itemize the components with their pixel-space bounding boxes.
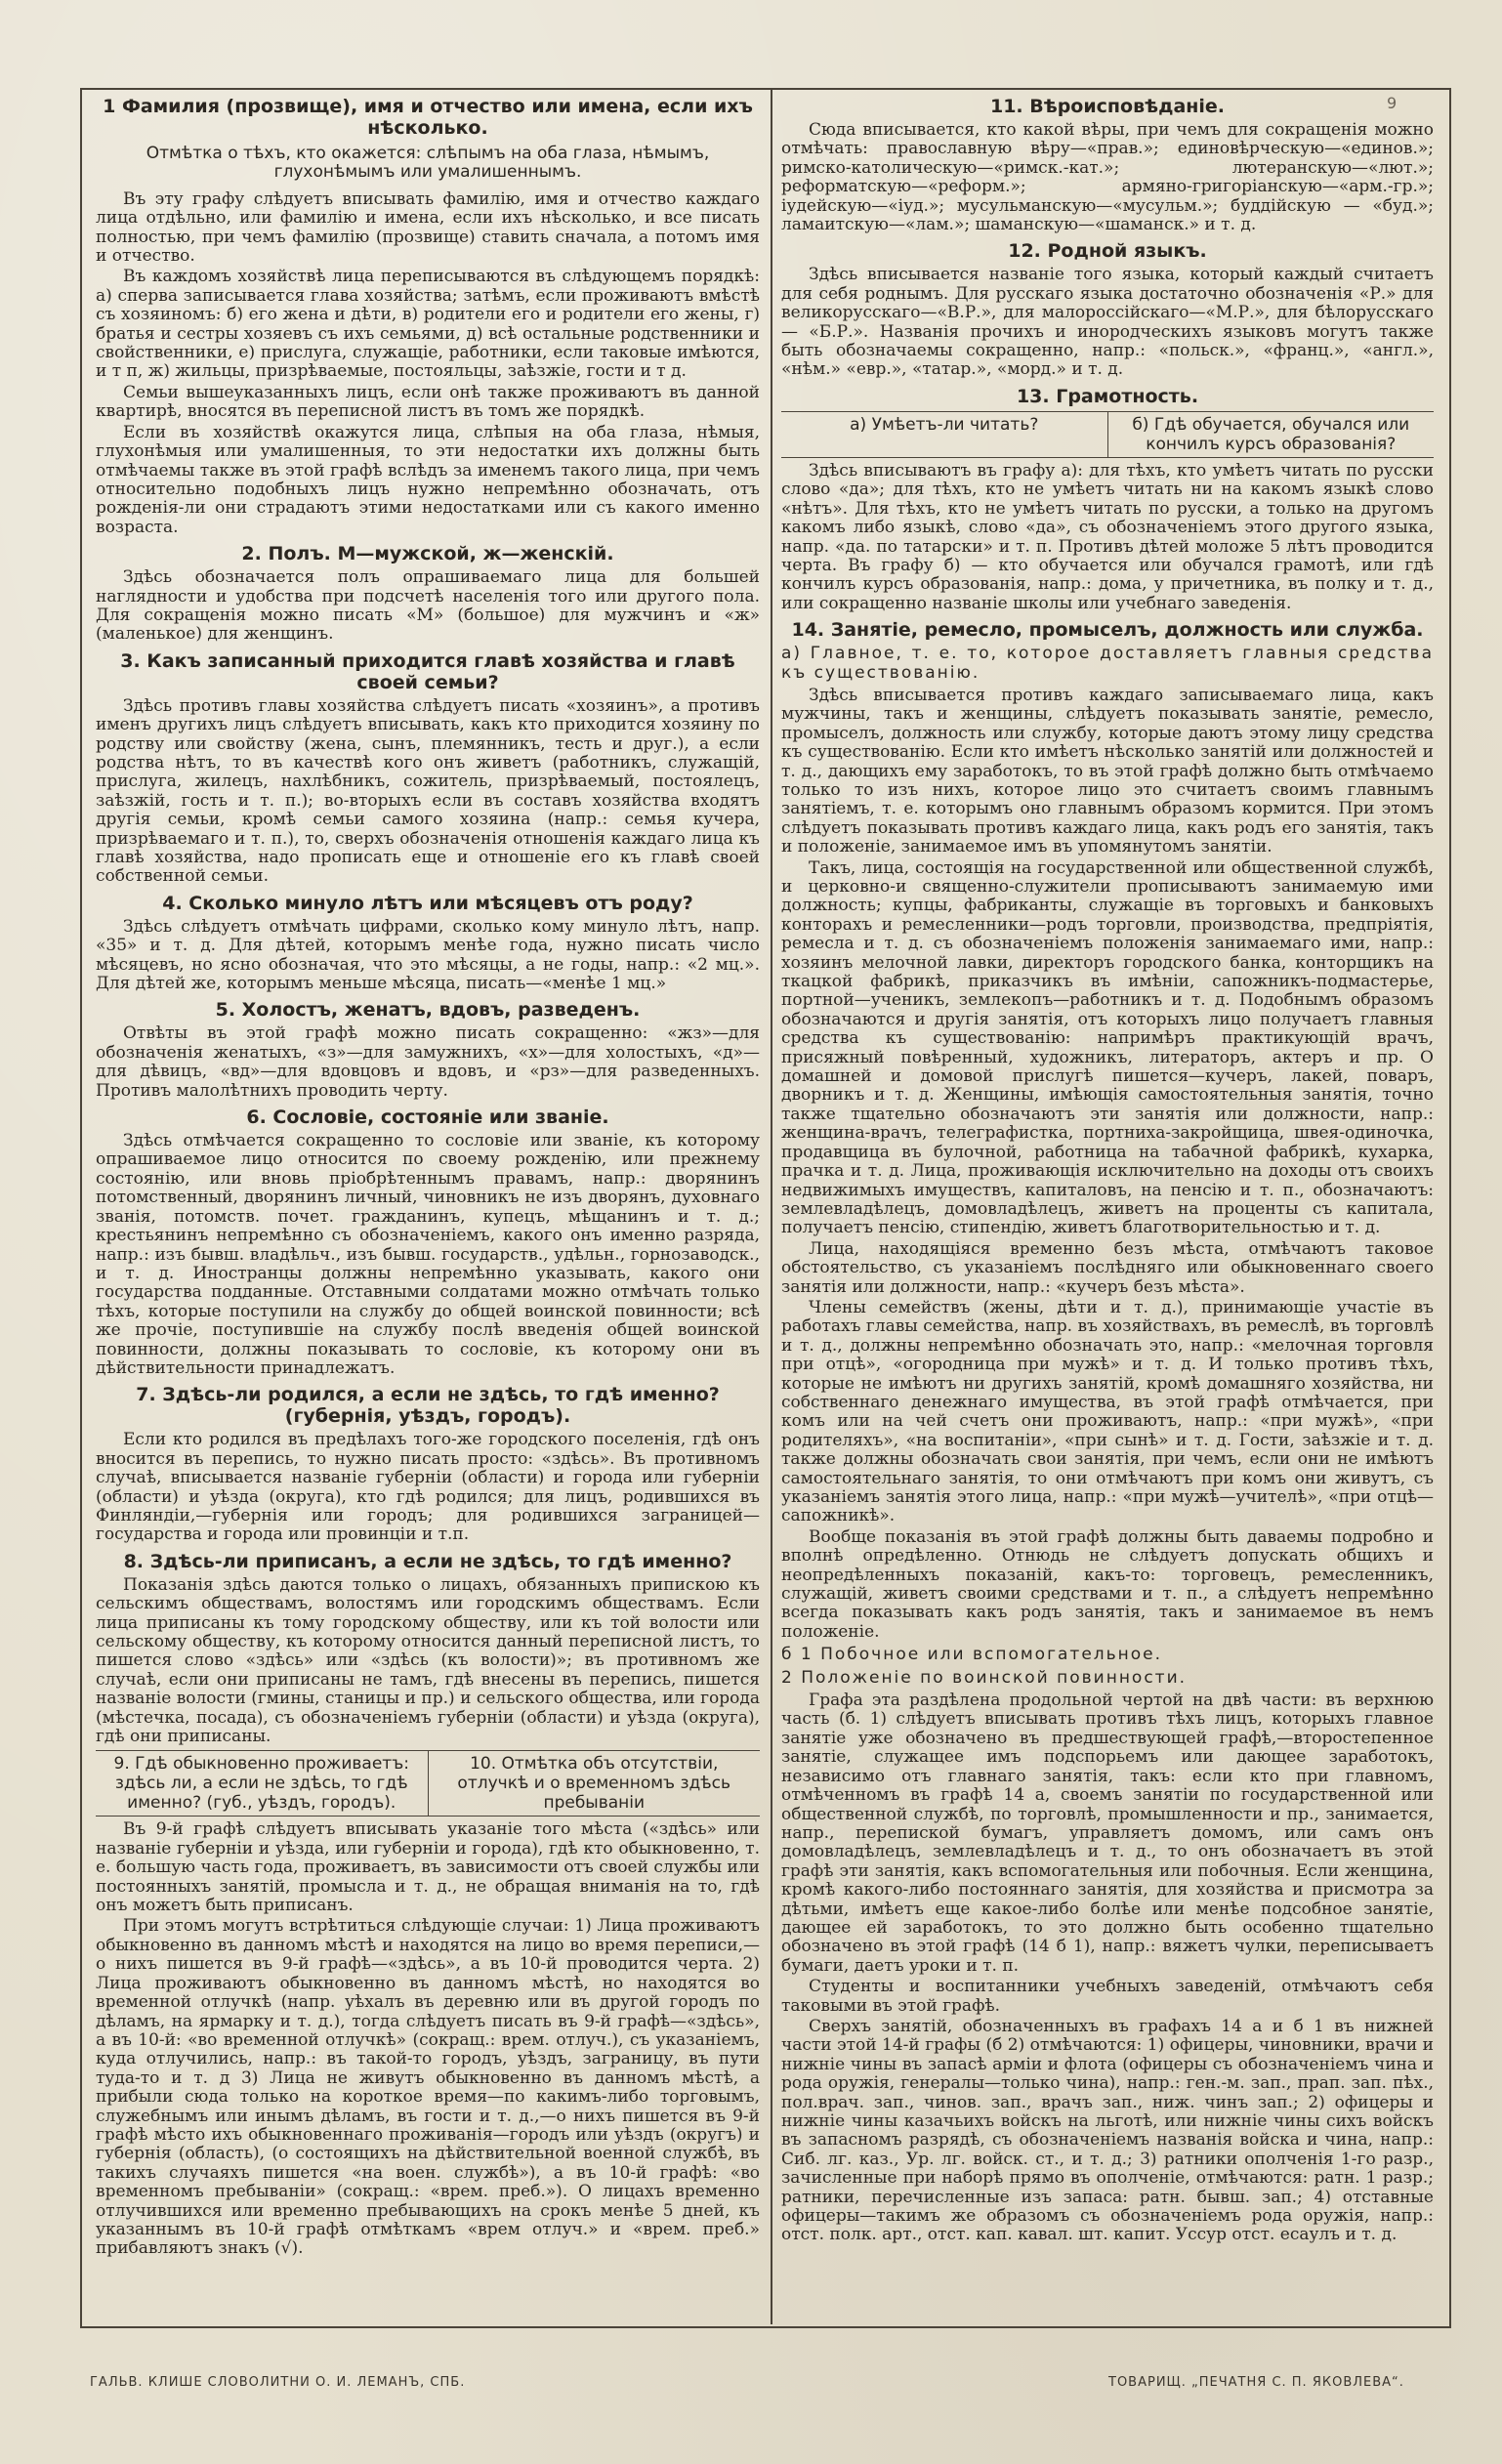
- paragraph: Вообще показанія въ этой графѣ должны быть даваемы подробно и вполнѣ опредѣленно. Отнюдь не слѣдуетъ допускать общихъ и неопредѣленныхъ показаній, какъ-то: торговецъ, ремесленникъ, служащій, живетъ своими средствами и т. п., а слѣдуетъ непремѣнно всегда показывать какъ родъ занятія, такъ и занимаемое въ немъ положеніе.: [781, 1526, 1434, 1642]
- paragraph: Графа эта раздѣлена продольной чертой на двѣ части: въ верхнюю часть (б. 1) слѣдуетъ вписывать противъ тѣхъ лицъ, которыхъ главное занятіе уже обозначено въ предшествующей графѣ,—второстепенное занятіе, служащее имъ подспорьемъ или дающее заработокъ, независимо отъ главнаго занятія, такъ: если кто при главномъ, отмѣченномъ въ графѣ 14 а, своемъ занятіи по государственной или общественной службѣ, по торговлѣ, промышленности и пр., занимается, напр., перепиской бумагъ, управляетъ домомъ, или самъ онъ домовладѣлецъ, землевладѣлецъ и т. д., то онъ обозначаетъ въ этой графѣ эти занятія, какъ вспомогательныя или побочныя. Если женщина, кромѣ какого-либо постояннаго занятія, для хозяйства и присмотра за дѣтьми, имѣетъ еще какое-либо болѣе или менѣе подсобное занятіе, дающее ей заработокъ, то это должно быть особенно тщательно обозначено въ этой графѣ (14 б 1), напр.: вяжетъ чулки, переписываетъ бумаги, даетъ уроки и т. п.: [781, 1691, 1434, 1976]
- section-3-title: 3. Какъ записанный приходится главѣ хозяйства и главѣ своей семьи?: [120, 649, 735, 693]
- paragraph: При этомъ могутъ встрѣтиться слѣдующіе случаи: 1) Лица проживаютъ обыкновенно въ данномъ мѣстѣ и находятся на лицо во время переписи,—о нихъ пишется въ 9-й графѣ—«здѣсь», а въ 10-й проводится черта. 2) Лица проживаютъ обыкновенно въ данномъ мѣстѣ, но находятся во временной отлучкѣ (напр. уѣхалъ въ деревню или въ другой городъ по дѣламъ, на ярмарку и т. д.), тогда слѣдуетъ писать въ 9-й графѣ—«здѣсь», а въ 10-й: «во временной отлучкѣ» (сокращ.: врем. отлуч.), съ указаніемъ, куда отлучились, напр.: въ такой-то городъ, уѣздъ, заграницу, въ пути туда-то и т. д 3) Лица не живутъ обыкновенно въ данномъ мѣстѣ, а прибыли сюда только на короткое время—по какимъ-либо торговымъ, служебнымъ или инымъ дѣламъ, въ гости и т. д.,—о нихъ пишется въ 9-й графѣ мѣсто ихъ обыкновеннаго проживанія—городъ или уѣздъ (округъ) и губернія (область), (о состоящихъ на дѣйствительной военной службѣ, въ такихъ случаяхъ пишется «на воен. службѣ»), а въ 10-й графѣ: «во временномъ пребываніи» (сокращ.: «врем. преб.»). О лицахъ временно отлучившихся или временно пребывающихъ на срокъ менѣе 5 дней, къ указаннымъ въ 10-й графѣ отмѣткамъ «врем отлуч.» и «врем. преб.» прибавляютъ знакъ (√).: [96, 1916, 760, 2259]
- section-13-header: [781, 411, 1434, 458]
- left-column: [96, 90, 760, 2322]
- paragraph: Въ эту графу слѣдуетъ вписывать фамилію, имя и отчество каждаго лица отдѣльно, или фамилію и имена, если ихъ нѣсколько, и все писать полностью, при чемъ фамилію (прозвище) ставить сначала, а потомъ имя и отчество.: [96, 188, 760, 267]
- section-14b2-subtitle: 2 Положеніе по воинской повинности.: [781, 1667, 1188, 1688]
- section-1-title: 1 Фамилия (прозвище), имя и отчество или имена, если ихъ нѣсколько.: [103, 96, 753, 139]
- section-14b1-subtitle: б 1 Побочное или вспомогательное.: [781, 1645, 1163, 1665]
- paragraph: Члены семействъ (жены, дѣти и т. д.), принимающіе участіе въ работахъ главы семейства, напр. въ хозяйствахъ, въ ремеслѣ, въ торговлѣ и т. д., должны непремѣнно обозначать это, напр.: «мелочная торговля при отцѣ», «огородница при мужѣ» и т. д. И только противъ тѣхъ, которые не имѣютъ ни другихъ занятій, кромѣ домашняго хозяйства, ни собственнаго денежнаго имущества, въ этой графѣ отмѣчается, при комъ или на чей счетъ они проживаютъ, напр.: «при мужѣ», «при родителяхъ», «на воспитаніи», «при сынѣ» и т. д. Гости, заѣзжіе и т. д. также должны обозначать свои занятія, при чемъ, если они не имѣютъ самостоятельнаго занятія, то они отмѣчаютъ при комъ они живутъ, съ указаніемъ занятія этого лица, напр.: «при мужѣ—учителѣ», «при отцѣ—сапожникѣ».: [781, 1297, 1434, 1526]
- paragraph: Здѣсь вписывается противъ каждаго записываемаго лица, какъ мужчины, такъ и женщины, слѣдуетъ показывать занятіе, ремесло, промыселъ, должность или службу, которые даютъ этому лицу средства къ существованію. Если кто имѣетъ нѣсколько занятій или должностей и т. д., дающихъ ему заработокъ, то въ этой графѣ должно быть отмѣчаемо только то изъ нихъ, которое лицо это считаетъ своимъ главнымъ занятіемъ, т. е. которымъ оно главнымъ образомъ кормится. При этомъ слѣдуетъ показывать противъ каждаго лица, какъ родъ его занятія, такъ и положеніе, занимаемое имъ въ упомянутомъ занятіи.: [781, 685, 1434, 857]
- column-divider: [771, 90, 772, 2324]
- page-number: 9: [1387, 94, 1398, 112]
- paragraph: Здѣсь вписываютъ въ графу а): для тѣхъ, кто умѣетъ читать по русски слово «да»; для тѣхъ, кто не умѣетъ читать ни на какомъ языкѣ слово «нѣтъ». Для тѣхъ, кто не умѣетъ читать по русски, а только на другомъ какомъ либо языкѣ, слово «да», съ обозначеніемъ этого другого языка, напр. «да. по татарски» и т. п. Противъ дѣтей моложе 5 лѣтъ проводится черта. Въ графу б) — кто обучается или обучался грамотѣ, или гдѣ кончилъ курсъ образованія, напр.: дома, у причетника, въ полку и т. д., или сокращенно названіе школы или учебнаго заведенія.: [781, 460, 1434, 613]
- section-14a-subtitle: а) Главное, т. е. то, которое доставляетъ главныя средства къ существованію.: [781, 644, 1434, 683]
- paragraph: Студенты и воспитанники учебныхъ заведеній, отмѣчаютъ себя таковыми въ этой графѣ.: [781, 1977, 1434, 2016]
- section-4-title: 4. Сколько минуло лѣтъ или мѣсяцевъ отъ роду?: [162, 892, 693, 914]
- section-10-title: 10. Отмѣтка объ отсутствіи, отлучкѣ и о временномъ здѣсь пребываніи: [428, 1751, 761, 1816]
- paragraph: Отвѣты въ этой графѣ можно писать сокращенно: «жз»—для обозначенія женатыхъ, «з»—для замужнихъ, «х»—для холостыхъ, «д»—для дѣвицъ, «вд»—для вдовцовъ и вдовъ, и «рз»—для разведенныхъ. Противъ малолѣтнихъ проводить черту.: [96, 1023, 760, 1101]
- paragraph: Здѣсь обозначается полъ опрашиваемаго лица для большей наглядности и удобства при подсчетѣ населенія того или другого пола. Для сокращенія можно писать «М» (большое) для мужчинъ и «ж» (маленькое) для женщинъ.: [96, 567, 760, 645]
- section-8-title: 8. Здѣсь-ли приписанъ, а если не здѣсь, то гдѣ именно?: [123, 1550, 732, 1572]
- section-14-title: 14. Занятіе, ремесло, промыселъ, должность или служба.: [791, 619, 1424, 642]
- paragraph: Такъ, лица, состоящія на государственной или общественной службѣ, и церковно-и священно-служители прописываютъ занимаемую ими должность; купцы, фабриканты, служащіе въ торговыхъ и банковыхъ конторахъ и ремесленники—родъ торговли, производства, предпріятія, ремесла и т. д. съ обозначеніемъ положенія занимаемаго ими, напр.: хозяинъ мелочной лавки, директоръ городского банка, конторщикъ на ткацкой фабрикѣ, приказчикъ въ имѣніи, сапожникъ-подмастерье, портной—ученикъ, землекопъ—работникъ и т. д. Подобнымъ образомъ обозначаются и другія занятія, отъ которыхъ лицо получаетъ главныя средства къ существованію: напримѣръ практикующій врачъ, присяжный повѣренный, художникъ, литераторъ, актеръ и пр. О домашней и домовой прислугѣ пишется—кучеръ, лакей, поваръ, дворникъ и т. д. Женщины, имѣющія самостоятельныя занятія, точно также тщательно обозначаютъ эти занятія или должности, напр.: женщина-врачъ, телеграфистка, портниха-закройщица, швея-одиночка, продавщица въ булочной, работница на табачной фабрикѣ, кухарка, прачка и т. д. Лица, проживающія исключительно на доходы отъ своихъ недвижимыхъ имуществъ, капиталовъ, на пенсію и т. п., обозначаютъ: землевладѣлецъ, домовладѣлецъ, живетъ на проценты съ капитала, получаетъ пенсію, стипендію, живетъ благотворительностью и т. д.: [781, 857, 1434, 1238]
- footer-right: ТОВАРИЩ. „ПЕЧАТНЯ С. П. ЯКОВЛЕВА“.: [1108, 2375, 1404, 2390]
- paragraph: Здѣсь слѣдуетъ отмѣчать цифрами, сколько кому минуло лѣтъ, напр. «35» и т. д. Для дѣтей, которымъ менѣе года, нужно писать число мѣсяцевъ, но ясно обозначая, что это мѣсяцы, а не годы, напр.: «2 мц.». Для дѣтей же, которымъ меньше мѣсяца, писать—«менѣе 1 мц.»: [96, 916, 760, 994]
- paragraph: Лица, находящіяся временно безъ мѣста, отмѣчаютъ таковое обстоятельство, съ указаніемъ послѣдняго или обыкновеннаго своего занятія или должности, напр.: «кучеръ безъ мѣста».: [781, 1238, 1434, 1297]
- paragraph: Въ 9-й графѣ слѣдуетъ вписывать указаніе того мѣста («здѣсь» или названіе губерніи и уѣзда, или губерніи и города), гдѣ кто обыкновенно, т. е. большую часть года, проживаетъ, въ зависимости отъ своей службы или постоянныхъ занятій, промысла и т. д., не обращая вниманія на то, гдѣ онъ можетъ быть приписанъ.: [96, 1819, 760, 1916]
- section-2-title: 2. Полъ. М—мужской, ж—женскій.: [241, 543, 614, 565]
- section-1-note: Отмѣтка о тѣхъ, кто окажется: слѣпымъ на оба глаза, нѣмымъ, глухонѣмымъ или умалишеннымъ.: [146, 144, 710, 183]
- section-11-title: 11. Вѣроисповѣданіе.: [989, 96, 1226, 117]
- paragraph: Здѣсь противъ главы хозяйства слѣдуетъ писать «хозяинъ», а противъ именъ другихъ лицъ слѣдуетъ вписывать, какъ кто приходится хозяину по родству или свойству (жена, сынъ, племянникъ, тесть и друг.), а если родства нѣтъ, то въ качествѣ кого онъ живетъ (работникъ, служащій, прислуга, жилецъ, нахлѣбникъ, сожитель, призрѣваемый, постоялецъ, заѣзжій, гость и т. п.); во-вторыхъ если въ составъ хозяйства входятъ другія семьи, кромѣ семьи самого хозяина (напр.: семья кучера, призрѣваемаго и т. п.), то, сверхъ обозначенія отношенія каждаго лица къ главѣ хозяйства, надо прописать еще и отношеніе его къ главѣ своей собственной семьи.: [96, 695, 760, 887]
- section-13b-title: б) Гдѣ обучается, обучался или кончилъ курсъ образованія?: [1107, 412, 1435, 457]
- paragraph: Сверхъ занятій, обозначенныхъ въ графахъ 14 а и б 1 въ нижней части этой 14-й графы (б 2) отмѣчаются: 1) офицеры, чиновники, врачи и нижніе чины въ запасѣ арміи и флота (офицеры съ обозначеніемъ чина и рода оружія, генералы—только чина), напр.: ген.-м. зап., прап. зап. пѣх., пол.врач. зап., чинов. зап., врачъ зап., ниж. чинъ зап.; 2) офицеры и нижніе чины казачьихъ войскъ на льготѣ, или нижніе чины сихъ войскъ въ запасномъ разрядѣ, съ обозначеніемъ названія войска и чина, напр.: Сиб. лг. каз., Ур. лг. войск. ст., и т. д.; 3) ратники ополченія 1-го разр., зачисленные при наборѣ прямо въ ополченіе, отмѣчаются: ратн. 1 разр.; ратники, перечисленные изъ запаса: ратн. бывш. зап.; 4) отставные офицеры—такимъ же образомъ съ обозначеніемъ рода оружія, напр.: отст. полк. арт., отст. кап. кавал. шт. капит. Уссур отст. есаулъ и т. д.: [781, 2016, 1434, 2245]
- footer-left: ГАЛЬВ. КЛИШЕ СЛОВОЛИТНИ О. И. ЛЕМАНЪ, СПБ.: [90, 2375, 466, 2390]
- paragraph: Сюда вписывается, кто какой вѣры, при чемъ для сокращенія можно отмѣчать: православную вѣру—«прав.»; единовѣрческую—«единов.»; римско-католическую—«римск.-кат.»; лютеранскую—«лют.»; реформатскую—«реформ.»; армяно-григоріанскую—«арм.-гр.»; іудейскую—«іуд.»; мусульманскую—«мусульм.»; буддійскую — «буд.»; ламаитскую—«лам.»; шаманскую—«шаманск.» и т. д.: [781, 120, 1434, 235]
- section-5-title: 5. Холостъ, женатъ, вдовъ, разведенъ.: [215, 999, 641, 1022]
- section-13-title: 13. Грамотность.: [1016, 385, 1199, 407]
- section-9-10-header: [96, 1750, 760, 1817]
- paragraph: Семьи вышеуказанныхъ лицъ, если онѣ также проживаютъ въ данной квартирѣ, вносятся въ переписной листъ въ томъ же порядкѣ.: [96, 382, 760, 422]
- paragraph: Показанія здѣсь даются только о лицахъ, обязанныхъ припискою къ сельскимъ обществамъ, волостямъ или городскимъ обществамъ. Если лица приписаны къ тому городскому обществу, или къ той волости или сельскому обществу, къ которому относится данный переписной листъ, то пишется слово «здѣсь» или «здѣсь (къ волости)»; въ противномъ же случаѣ, если они приписаны не тамъ, гдѣ внесены въ перепись, пишется названіе волости (гмины, станицы и пр.) и сельского общества, или города (мѣстечка, посада), съ обозначеніемъ губерніи (области) и уѣзда (округа), гдѣ они приписаны.: [96, 1574, 760, 1747]
- paragraph: Если кто родился въ предѣлахъ того-же городского поселенія, гдѣ онъ вносится въ перепись, то нужно писать просто: «здѣсь». Въ противномъ случаѣ, вписывается названіе губерніи (области) и города или губерніи (области) и уѣзда (округа), кто гдѣ родился; для лицъ, родившихся въ Финляндіи,—губернія или городъ; для родившихся заграницей—государства и города или провинціи и т.п.: [96, 1430, 760, 1545]
- paragraph: Въ каждомъ хозяйствѣ лица переписываются въ слѣдующемъ порядкѣ: а) сперва записывается глава хозяйства; затѣмъ, если проживаютъ вмѣстѣ съ хозяиномъ: б) его жена и дѣти, в) родители его и родители его жены, г) братья и сестры хозяевъ съ ихъ семьями, д) всѣ остальные родственники и свойственники, е) прислуга, служащіе, работники, если таковые имѣются, и т п, ж) жильцы, призрѣваемые, постояльцы, заѣзжіе, гости и т д.: [96, 267, 760, 382]
- paragraph: Если въ хозяйствѣ окажутся лица, слѣпыя на оба глаза, нѣмыя, глухонѣмыя или умалишенныя, то эти недостатки ихъ должны быть отмѣчаемы также въ этой графѣ вслѣдъ за именемъ такого лица, при чемъ относительно подобныхъ лицъ нужно непремѣнно обозначать, отъ рожденія-ли они страдаютъ этими недостатками или съ какого именно возраста.: [96, 422, 760, 537]
- section-13a-title: а) Умѣетъ-ли читать?: [850, 414, 1039, 435]
- section-6-title: 6. Сословіе, состояніе или званіе.: [246, 1107, 609, 1129]
- paragraph: Здѣсь вписывается названіе того языка, который каждый считаетъ для себя роднымъ. Для русскаго языка достаточно обозначенія «Р.» для великорусскаго—«В.Р.», для малороссійскаго—«М.Р.», для бѣлорусскаго — «Б.Р.». Названія прочихъ и инородческихъ языковъ могутъ также быть обозначаемы сокращенно, напр.: «польск.», «франц.», «англ.», «нѣм.» «евр.», «татар.», «морд.» и т. д.: [781, 265, 1434, 380]
- right-column: [781, 90, 1434, 2322]
- section-12-title: 12. Родной языкъ.: [1008, 240, 1207, 263]
- section-7-title: 7. Здѣсь-ли родился, а если не здѣсь, то гдѣ именно? (губернія, уѣздъ, городъ).: [136, 1384, 720, 1428]
- section-9-title: 9. Гдѣ обыкновенно проживаетъ: здѣсь ли, а если не здѣсь, то гдѣ именно? (губ., уѣздъ, городъ).: [113, 1754, 409, 1814]
- paragraph: Здѣсь отмѣчается сокращенно то сословіе или званіе, къ которому опрашиваемое лицо относится по своему рожденію, или прежнему состоянію, или вновь пріобрѣтеннымъ правамъ, напр.: дворянинъ потомственный, дворянинъ личный, чиновникъ не изъ дворянъ, духовнаго званія, потомств. почет. гражданинъ, купецъ, мѣщанинъ и т. д.; крестьянинъ непремѣнно съ обозначеніемъ, какого онъ именно разряда, напр.: изъ бывш. владѣльч., изъ бывш. государств., удѣльн., горнозаводск., и т. д. Иностранцы должны непремѣнно указывать, какого они государства подданные. Отставными солдатами можно отмѣчать только тѣхъ, которые поступили на службу до общей воинской повинности; всѣ же прочіе, поступившіе на службу послѣ введенія общей воинской повинности, должны показывать то сословіе, къ которому они въ дѣйствительности принадлежатъ.: [96, 1131, 760, 1378]
